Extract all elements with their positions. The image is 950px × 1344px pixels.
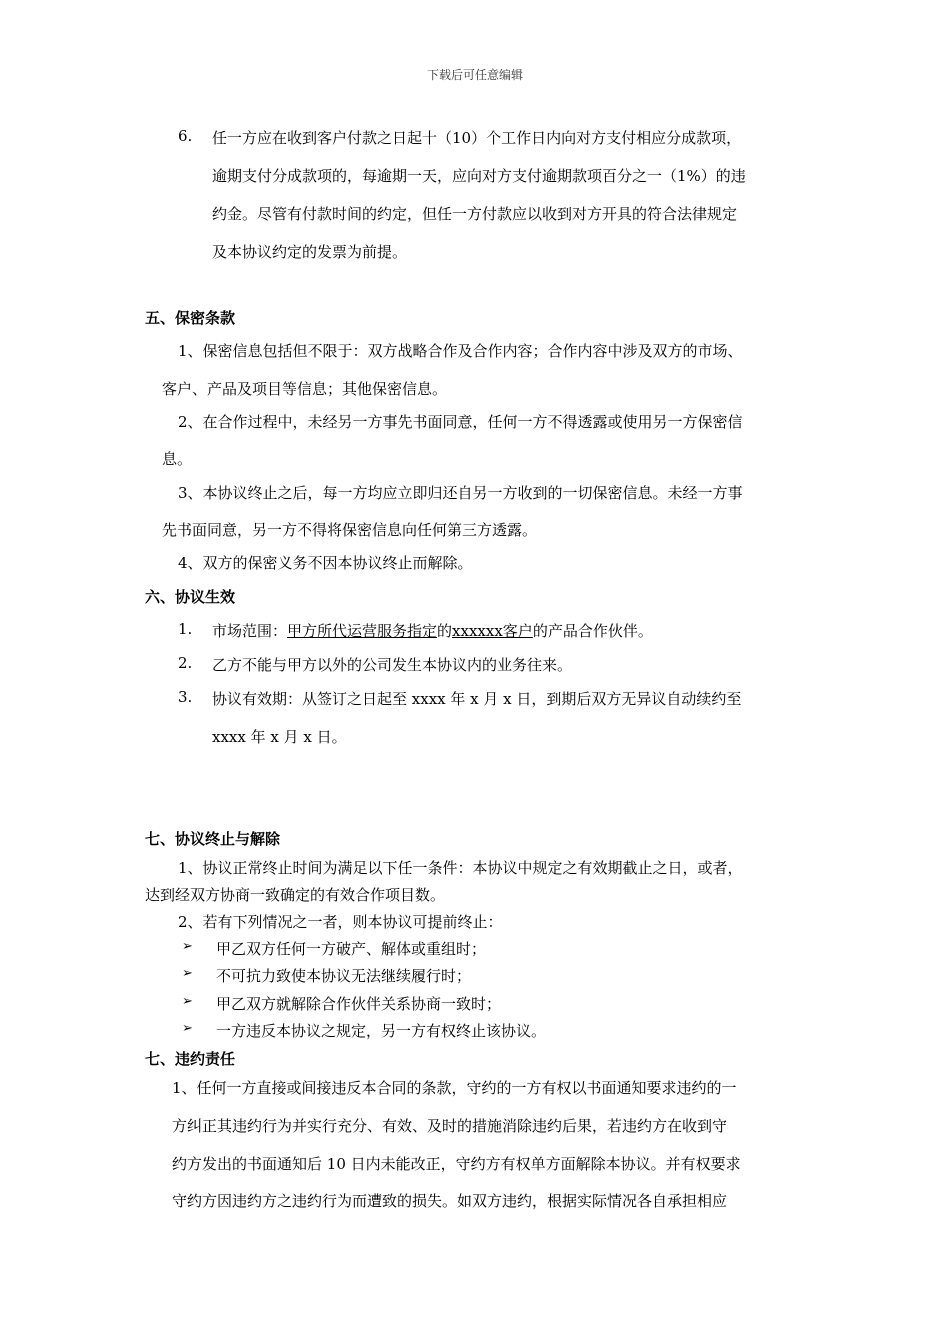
sec6-item3-line-2: xxxx 年 x 月 x 日。 — [212, 728, 347, 746]
bullet-arrow-icon: ➢ — [182, 1021, 193, 1036]
sec5-line-6: 先书面同意，另一方不得将保密信息向任何第三方透露。 — [162, 521, 538, 539]
market-scope-label: 市场范围： — [212, 622, 288, 640]
section-5-title: 五、保密条款 — [145, 309, 236, 327]
service-party-underlined: 甲方所代运营服务指定 — [287, 622, 438, 640]
sec5-line-1: 1、保密信息包括但不限于：双方战略合作及合作内容；合作内容中涉及双方的市场、 — [178, 342, 743, 360]
sec7-line-2: 达到经双方协商一致确定的有效合作项目数。 — [145, 886, 446, 904]
breach-line-1: 1、任何一方直接或间接违反本合同的条款，守约的一方有权以书面通知要求违约的一 — [172, 1079, 737, 1097]
customer-underlined: xxxxxx客户 — [452, 622, 533, 640]
section-breach-title: 七、违约责任 — [145, 1050, 236, 1068]
bullet-arrow-icon: ➢ — [182, 966, 193, 981]
sec7-bullet-1: 甲乙双方任何一方破产、解体或重组时； — [216, 940, 487, 958]
sec5-line-3: 2、在合作过程中，未经另一方事先书面同意，任何一方不得透露或使用另一方保密信 — [178, 413, 743, 431]
section-6-title: 六、协议生效 — [145, 588, 236, 606]
sec7-bullet-3: 甲乙双方就解除合作伙伴关系协商一致时； — [216, 995, 502, 1013]
sec7-line-3: 2、若有下列情况之一者，则本协议可提前终止： — [178, 913, 503, 931]
item6-line-2: 逾期支付分成款项的，每逾期一天，应向对方支付逾期款项百分之一（1%）的违 — [212, 167, 746, 185]
item6-line-1: 任一方应在收到客户付款之日起十（10）个工作日内向对方支付相应分成款项， — [212, 129, 742, 147]
section-7-title: 七、协议终止与解除 — [145, 830, 281, 848]
sec6-item3-line-1: 协议有效期：从签订之日起至 xxxx 年 x 月 x 日，到期后双方无异议自动续约至 — [212, 690, 742, 708]
item6-line-4: 及本协议约定的发票为前提。 — [212, 243, 408, 261]
sec6-item1-text — [212, 620, 653, 641]
sec7-bullet-4: 一方违反本协议之规定，另一方有权终止该协议。 — [216, 1022, 547, 1040]
sec7-bullet-2: 不可抗力致使本协议无法继续履行时； — [216, 967, 472, 985]
sec6-item2-text: 乙方不能与甲方以外的公司发生本协议内的业务往来。 — [212, 656, 573, 674]
sec6-item2-number: 2. — [178, 654, 193, 672]
breach-line-3: 约方发出的书面通知后 10 日内未能改正，守约方有权单方面解除本协议。并有权要求 — [172, 1155, 741, 1173]
breach-line-2: 方纠正其违约行为并实行充分、有效、及时的措施消除违约后果，若违约方在收到守 — [172, 1117, 728, 1135]
bullet-arrow-icon: ➢ — [182, 994, 193, 1009]
breach-line-4: 守约方因违约方之违约行为而遭致的损失。如双方违约，根据实际情况各自承担相应 — [172, 1192, 728, 1210]
sec5-line-2: 客户、产品及项目等信息；其他保密信息。 — [162, 380, 448, 398]
sec6-item3-number: 3. — [178, 688, 193, 706]
connector-text: 的 — [437, 622, 453, 640]
bullet-arrow-icon: ➢ — [182, 939, 193, 954]
item6-number: 6. — [178, 127, 193, 145]
sec6-item1-number: 1. — [178, 620, 193, 638]
sec5-line-7: 4、双方的保密义务不因本协议终止而解除。 — [178, 554, 473, 572]
sec5-line-4: 息。 — [162, 450, 193, 468]
item6-line-3: 约金。尽管有付款时间的约定，但任一方付款应以收到对方开具的符合法律规定 — [212, 205, 738, 223]
sec7-line-1: 1、协议正常终止时间为满足以下任一条件：本协议中规定之有效期截止之日，或者， — [178, 859, 743, 877]
sec5-line-5: 3、本协议终止之后，每一方均应立即归还自另一方收到的一切保密信息。未经一方事 — [178, 484, 743, 502]
page-header: 下载后可任意编辑 — [426, 68, 523, 82]
market-scope-tail: 的产品合作伙伴。 — [532, 622, 653, 640]
